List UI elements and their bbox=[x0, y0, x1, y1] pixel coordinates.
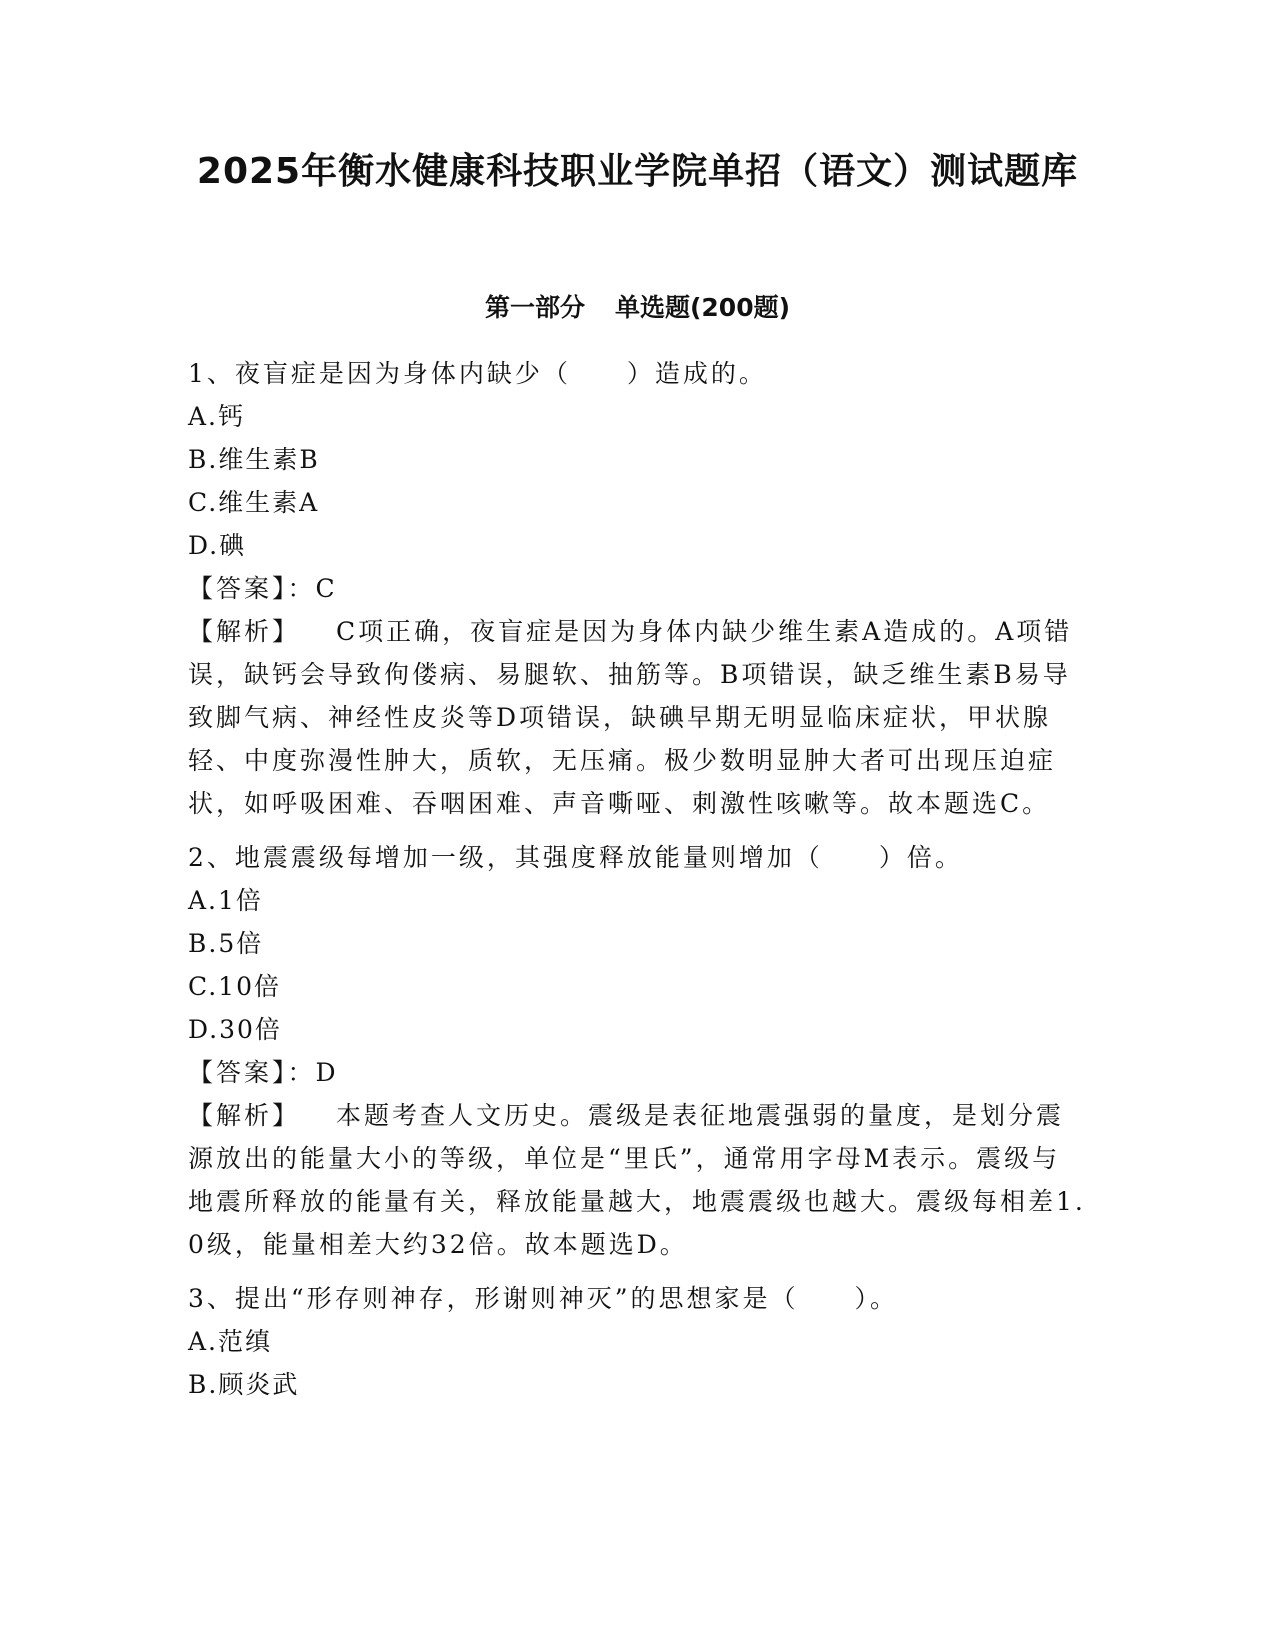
question-list bbox=[188, 352, 1088, 1417]
explanation-label: 【解析】 bbox=[188, 1101, 301, 1130]
explanation-text: 本题考查人文历史。震级是表征地震强弱的量度，是划分震源放出的能量大小的等级，单位是“里氏”，通常用字母M表示。震级与地震所释放的能量有关，释放能量越大，地震震级也越大。震级每相差1.0级，能量相差大约32倍。故本题选D。 bbox=[188, 1101, 1086, 1259]
answer-value: D bbox=[315, 1058, 336, 1087]
section-label: 第一部分 bbox=[484, 293, 585, 322]
answer-line bbox=[188, 1051, 1088, 1094]
question-1 bbox=[188, 352, 1088, 825]
answer-line bbox=[188, 567, 1088, 610]
option-a: A.1倍 bbox=[188, 886, 263, 915]
explanation-paragraph bbox=[188, 610, 1088, 825]
option-b: B.顾炎武 bbox=[188, 1370, 300, 1399]
question-stem: 3、提出“形存则神存，形谢则神灭”的思想家是（ ）。 bbox=[188, 1284, 898, 1313]
option-a: A.钙 bbox=[188, 402, 246, 431]
question-2 bbox=[188, 836, 1088, 1266]
section-name: 单选题(200题) bbox=[614, 293, 791, 322]
option-b: B.维生素B bbox=[188, 445, 320, 474]
option-d: D.30倍 bbox=[188, 1015, 282, 1044]
answer-label: 【答案】： bbox=[188, 1058, 316, 1087]
document-title: 2025年衡水健康科技职业学院单招（语文）测试题库 bbox=[196, 151, 1079, 192]
answer-value: C bbox=[315, 574, 335, 603]
section-heading bbox=[0, 290, 1275, 326]
explanation-text: C项正确，夜盲症是因为身体内缺少维生素A造成的。A项错误，缺钙会导致佝偻病、易腿软、抽筋等。B项错误，缺乏维生素B易导致脚气病、神经性皮炎等D项错误，缺碘早期无明显临床症状，甲状腺轻、中度弥漫性肿大，质软，无压痛。极少数明显肿大者可出现压迫症状，如呼吸困难、吞咽困难、声音嘶哑、刺激性咳嗽等。故本题选C。 bbox=[188, 617, 1073, 818]
option-d: D.碘 bbox=[188, 531, 247, 560]
question-stem: 1、夜盲症是因为身体内缺少（ ）造成的。 bbox=[188, 359, 767, 388]
question-3 bbox=[188, 1277, 1088, 1406]
option-b: B.5倍 bbox=[188, 929, 264, 958]
answer-label: 【答案】： bbox=[188, 574, 316, 603]
option-c: C.10倍 bbox=[188, 972, 281, 1001]
option-a: A.范缜 bbox=[188, 1327, 273, 1356]
explanation-label: 【解析】 bbox=[188, 617, 301, 646]
question-stem: 2、地震震级每增加一级，其强度释放能量则增加（ ）倍。 bbox=[188, 843, 963, 872]
explanation-paragraph bbox=[188, 1094, 1088, 1266]
option-c: C.维生素A bbox=[188, 488, 320, 517]
